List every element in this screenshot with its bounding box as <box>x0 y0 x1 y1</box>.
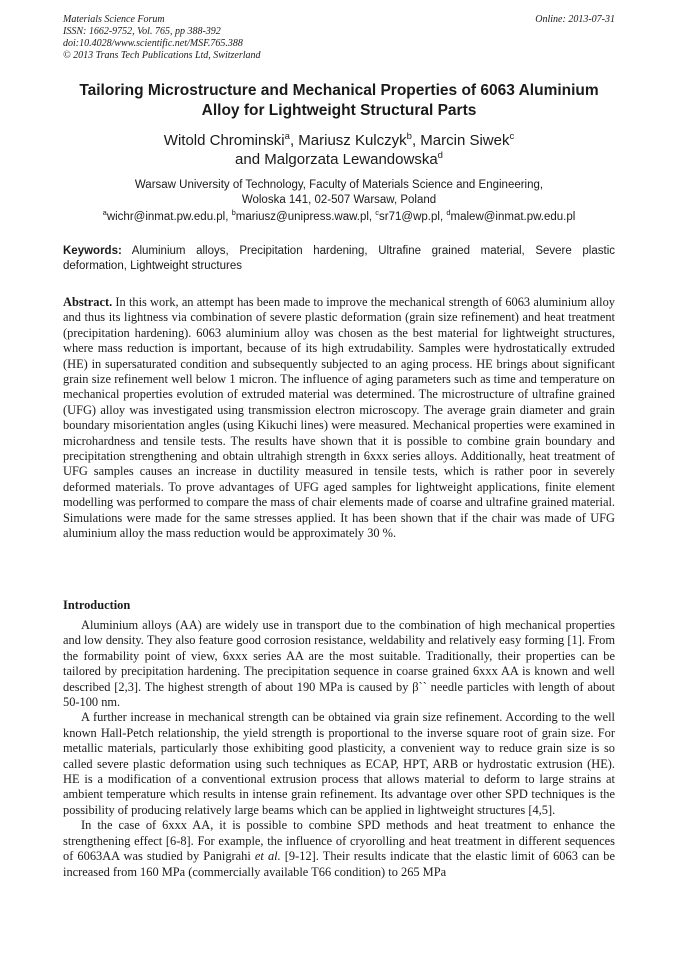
paragraph: A further increase in mechanical strength can be obtained via grain size refinement. According to the well known Hall-Petch relationship, the yield strength is proportional to the inverse square root of grain size. For metallic materials, particularly those exhibiting good plasticity, a convenient way to reduce grain size is so called severe plastic deformation using such techniques as ECAP, HPT, ARB or hydrostatic extrusion (HE). HE is a modification of a conventional extrusion process that allows material to deform to large strains at ambient temperature which results in intense grain refinement. Its advantage over other SPD techniques is the possibility of producing relatively large beams which can be applied in lightweight structures [4,5]. <box>63 710 615 817</box>
keywords <box>63 244 615 274</box>
keywords-label: Keywords: <box>63 245 122 257</box>
author-affil-marker: a <box>284 131 290 142</box>
keywords-text: Aluminium alloys, Precipitation hardening, Ultrafine grained material, Severe plastic deformation, Lightweight structures <box>63 245 616 272</box>
email-list <box>63 210 615 224</box>
abstract-label: Abstract. <box>63 295 113 309</box>
paragraph <box>63 818 615 880</box>
email-address: malew@inmat.pw.edu.pl <box>450 211 576 223</box>
author-list <box>63 131 615 169</box>
copyright-line: © 2013 Trans Tech Publications Ltd, Switzerland <box>63 50 261 61</box>
paragraph-italic: et al. <box>254 849 281 864</box>
paragraph: Aluminium alloys (AA) are widely use in transport due to the combination of high mechanical properties and low density. They also feature good corrosion resistance, weldability and relatively easy forming [1]. From the formability point of view, 6xxx series AA are the most suitable. Traditionally, their properties can be tailored by precipitation hardening. The precipitation sequence in coarse grained 6xxx AA is known and well described [2,3]. The highest strength of about 190 MPa is caused by β`` needle particles with length of about 50-100 nm. <box>63 618 615 710</box>
paragraph-text: In the case of 6xxx AA, it is possible to combine SPD methods and heat treatment to enhance the strengthening effect [6-8]. For example, the influence of cryorolling and heat treatment in different sequences of 6063AA was studied by Panigrahi <box>63 818 615 864</box>
email-marker: d <box>446 208 451 217</box>
email-address: sr71@wp.pl, <box>379 211 447 223</box>
email-address: wichr@inmat.pw.edu.pl, <box>106 211 232 223</box>
email-marker: a <box>102 208 107 217</box>
online-date: Online: 2013-07-31 <box>535 14 615 25</box>
paragraph-text: [9-12]. Their results indicate that the elastic limit of 6063 can be increased from 160 MPa (commercially available T66 condition) to 265 MPa <box>63 849 615 879</box>
author-name: Mariusz Kulczyk <box>298 132 407 149</box>
author-separator: , <box>289 132 299 149</box>
abstract <box>63 295 615 542</box>
author-conjunction: and <box>235 151 265 168</box>
email-marker: c <box>375 208 380 217</box>
email-address: mariusz@unipress.waw.pl, <box>235 211 376 223</box>
journal-name: Materials Science Forum <box>63 14 165 25</box>
issn-line: ISSN: 1662-9752, Vol. 765, pp 388-392 <box>63 26 221 37</box>
doi-line: doi:10.4028/www.scientific.net/MSF.765.388 <box>63 38 243 49</box>
author-name: Witold Chrominski <box>163 132 285 149</box>
author-name: Marcin Siwek <box>420 132 510 149</box>
author-affil-marker: d <box>437 150 443 161</box>
author-name: Malgorzata Lewandowska <box>264 151 438 168</box>
affiliation-line: Woloska 141, 02-507 Warsaw, Poland <box>241 194 437 206</box>
author-separator: , <box>411 132 421 149</box>
author-affil-marker: c <box>509 131 515 142</box>
affiliation-line: Warsaw University of Technology, Faculty of Materials Science and Engineering, <box>134 179 544 191</box>
section-heading-introduction: Introduction <box>63 598 131 612</box>
journal-header <box>63 14 615 62</box>
abstract-text: In this work, an attempt has been made to improve the mechanical strength of 6063 aluminium alloy and thus its lightness via combination of severe plastic deformation (grain size refinement) and heat treatment (precipitation hardening). 6063 aluminium alloy was chosen as the best material for lightweight structures, where mass reduction is important, because of its high extrudability. Samples were hydrostatically extruded (HE) in supersaturated condition and subsequently subjected to an aging process. HE brings about significant grain size refinement well below 1 micron. The influence of aging parameters such as time and temperature on mechanical properties evolution of extruded material was determined. The microstructure of ultrafine grained (UFG) alloy was investigated using transmission electron microscopy. The average grain diameter and grain boundary misorientation angles (using Kikuchi lines) were measured. Mechanical properties were examined in microhardness and tensile tests. The results have shown that it is possible to combine grain boundary and precipitation strengthening and obtain ultrahigh strength in 6xxx series alloys. Additionally, heat treatment of UFG samples causes an increase in ductility measured in tensile tests, which is rather poor in severely deformed materials. To prove advantages of UFG aged samples for lightweight applications, finite element modelling was performed to compare the mass of chair elements made of coarse and ultrafine grained material. Simulations were made for the same stresses applied. It has been shown that if the chair was made of UFG aluminium alloy the mass reduction would be approximately 30 %. <box>63 295 615 541</box>
email-marker: b <box>231 208 236 217</box>
paper-title: Tailoring Microstructure and Mechanical Properties of 6063 Aluminium Alloy for Lightweight Structural Parts <box>79 82 599 119</box>
affiliation <box>63 178 615 208</box>
author-affil-marker: b <box>406 131 412 142</box>
introduction-body <box>63 618 615 880</box>
